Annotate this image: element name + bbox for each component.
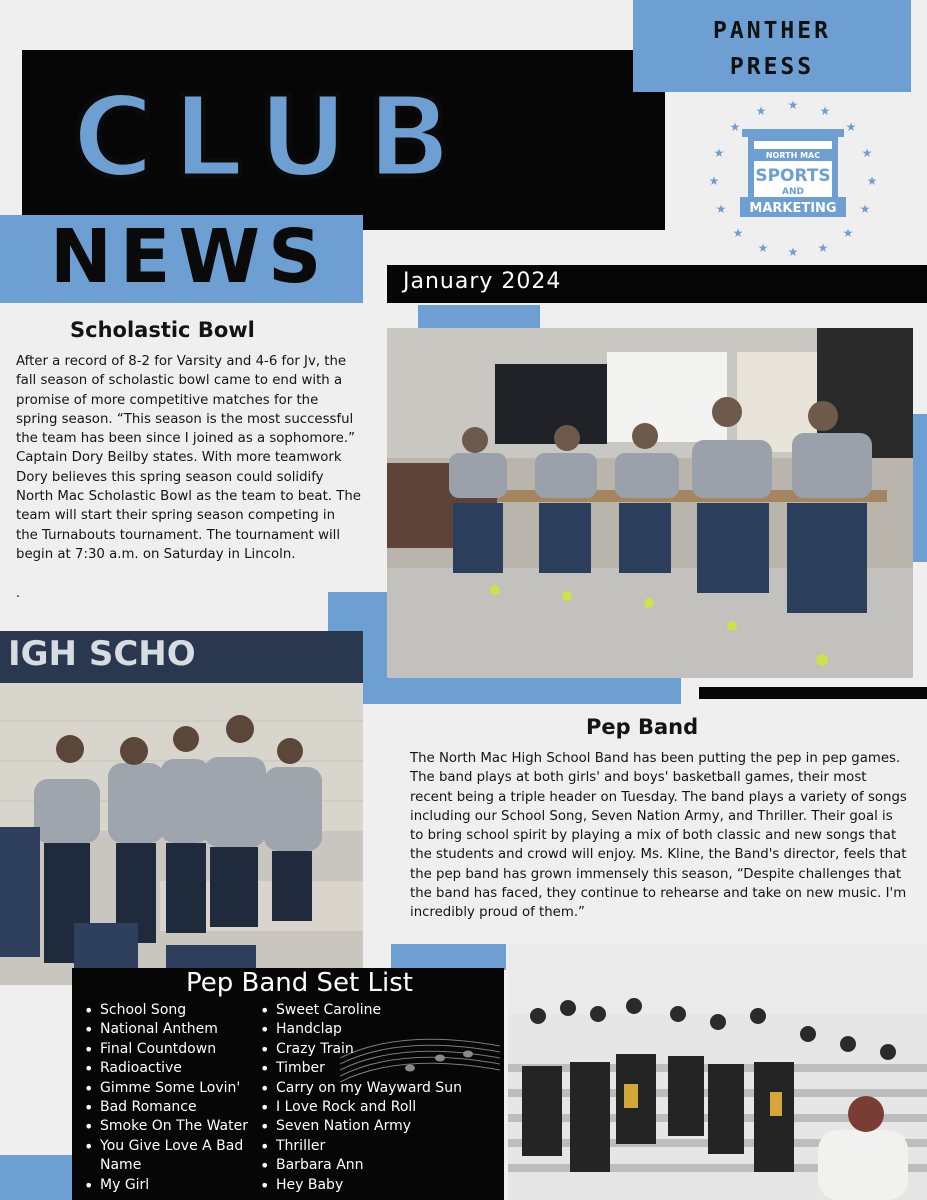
club-title: CLUB bbox=[72, 73, 470, 203]
press-line-2: PRESS bbox=[729, 54, 815, 80]
svg-text:★: ★ bbox=[787, 245, 799, 257]
set-list-item: • Seven Nation Army bbox=[254, 1117, 462, 1136]
svg-text:★: ★ bbox=[859, 202, 871, 216]
set-list-item: • Sweet Caroline bbox=[254, 1001, 462, 1020]
svg-text:★: ★ bbox=[861, 146, 873, 160]
svg-text:★: ★ bbox=[866, 174, 878, 188]
svg-text:★: ★ bbox=[787, 98, 799, 112]
panther-press-box bbox=[633, 0, 911, 92]
set-list-item: • Final Countdown bbox=[78, 1040, 248, 1059]
accent-block bbox=[0, 1155, 72, 1200]
band-photo bbox=[508, 944, 927, 1200]
sports-marketing-logo bbox=[702, 97, 884, 257]
svg-text:★: ★ bbox=[845, 120, 857, 134]
set-list-item: • Barbara Ann bbox=[254, 1156, 462, 1175]
svg-text:★: ★ bbox=[708, 174, 720, 188]
set-list-item: • Gimme Some Lovin' bbox=[78, 1079, 248, 1098]
pep-band-heading: Pep Band bbox=[586, 715, 699, 739]
svg-text:★: ★ bbox=[715, 202, 727, 216]
set-list-item: • School Song bbox=[78, 1001, 248, 1020]
logo-line-3: MARKETING bbox=[749, 201, 837, 216]
set-list-item: • I Love Rock and Roll bbox=[254, 1098, 462, 1117]
set-list-right-column bbox=[254, 1001, 462, 1195]
issue-date: January 2024 bbox=[403, 269, 562, 294]
gym-sign-text: IGH SCHO bbox=[8, 634, 196, 674]
accent-block bbox=[363, 678, 681, 704]
logo-top-text: NORTH MAC bbox=[765, 151, 821, 160]
svg-text:★: ★ bbox=[713, 146, 725, 160]
scholastic-bowl-article: After a record of 8-2 for Varsity and 4-6 for Jv, the fall season of scholastic bowl came to end with a promise of more competitive matches for the spring season. “This season is the most successful the team has been since I joined as a sophomore.” Captain Dory Beilby states. With more teamwork Dory believes this spring season could solidify North Mac Scholastic Bowl as the team to beat. The team will start their spring season competing in the Turnabouts tournament. The tournament will begin at 7:30 a.m. on Saturday in Lincoln. bbox=[16, 354, 361, 562]
logo-graphic bbox=[702, 97, 884, 257]
set-list-left-column bbox=[78, 1001, 248, 1195]
set-list-item: • Crazy Train bbox=[254, 1040, 462, 1059]
scholastic-bowl-heading: Scholastic Bowl bbox=[70, 318, 255, 342]
pep-band-article: The North Mac High School Band has been putting the pep in pep games. The band plays at both girls' and boys' basketball games, their most recent being a triple header on Tuesday. The band plays a variety of songs including our School Song, Seven Nation Army, and Thriller. Their goal is to bring school spirit by playing a mix of both classic and new songs that the students and crowd will enjoy. Ms. Kline, the Band's director, feels that the pep band has grown immensely this season, “Despite challenges that the band has faced, they continue to rehearse and take on new music. I'm incredibly proud of them.” bbox=[410, 751, 907, 921]
logo-line-2: AND bbox=[782, 187, 804, 197]
set-list-item: • Hey Baby bbox=[254, 1176, 462, 1195]
set-list-item: • My Girl bbox=[78, 1176, 248, 1195]
set-list-item-continuation: Name bbox=[100, 1157, 142, 1174]
set-list-item: • Smoke On The Water bbox=[78, 1117, 248, 1136]
svg-text:★: ★ bbox=[819, 104, 831, 118]
set-list-item: • Bad Romance bbox=[78, 1098, 248, 1117]
set-list-item: • Carry on my Wayward Sun bbox=[254, 1079, 462, 1098]
set-list-item: • National Anthem bbox=[78, 1020, 248, 1039]
set-list-item: • Thriller bbox=[254, 1137, 462, 1156]
news-title: NEWS bbox=[50, 214, 330, 300]
press-line-1: PANTHER bbox=[713, 18, 831, 44]
svg-text:★: ★ bbox=[755, 104, 767, 118]
set-list-item: • You Give Love A Bad bbox=[78, 1137, 248, 1156]
set-list-item: • Handclap bbox=[254, 1020, 462, 1039]
svg-text:★: ★ bbox=[729, 120, 741, 134]
scholastic-bowl-trailing-dot: . bbox=[16, 586, 21, 601]
set-list-item: • Timber bbox=[254, 1059, 462, 1078]
set-list-title: Pep Band Set List bbox=[186, 968, 413, 998]
scholastic-bowl-photo bbox=[387, 328, 913, 678]
team-photo bbox=[0, 631, 363, 985]
svg-text:★: ★ bbox=[757, 241, 769, 255]
svg-text:★: ★ bbox=[732, 226, 744, 240]
svg-text:★: ★ bbox=[817, 241, 829, 255]
accent-bar bbox=[699, 687, 927, 699]
accent-block bbox=[391, 944, 506, 970]
set-list-item: • Radioactive bbox=[78, 1059, 248, 1078]
logo-line-1: SPORTS bbox=[755, 166, 831, 186]
svg-text:★: ★ bbox=[842, 226, 854, 240]
